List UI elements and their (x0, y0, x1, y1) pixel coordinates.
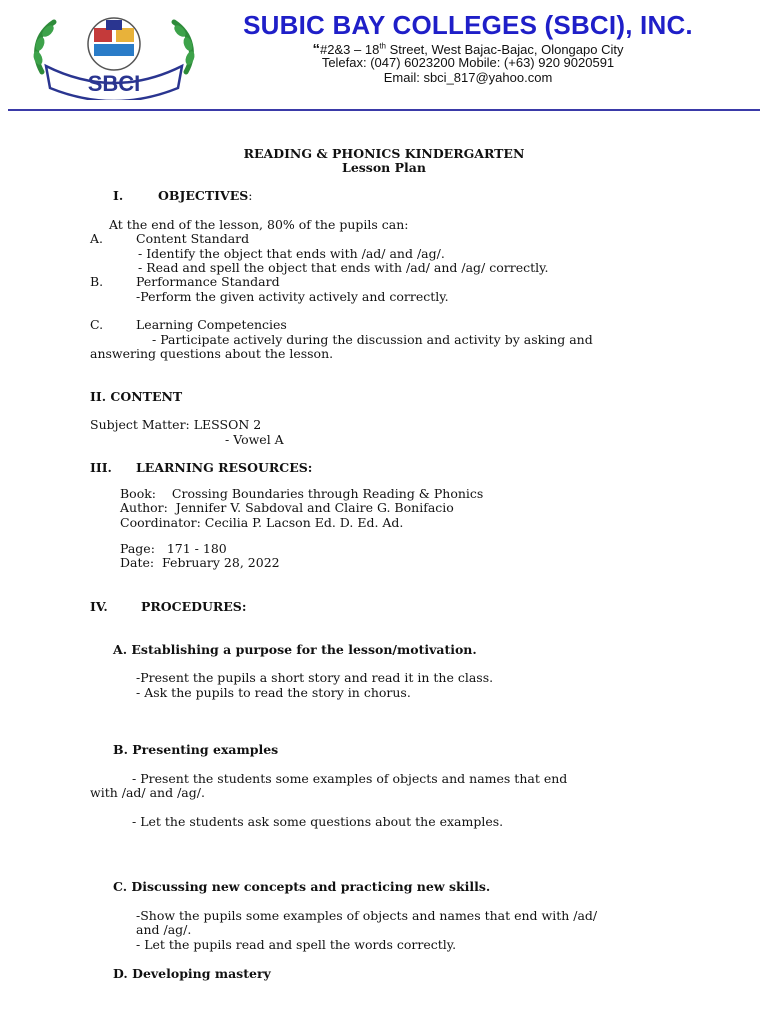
address-street: Street, West Bajac-Bajac, Olongapo City (385, 42, 624, 57)
resource-date: Date: February 28, 2022 (120, 555, 280, 570)
college-email: Email: sbci_817@yahoo.com (383, 70, 553, 85)
objectives-number: I. (113, 188, 124, 203)
objective-a-item-1: - Identify the object that ends with /ad/ and /ag/. (138, 246, 445, 261)
procedure-a-heading: A. Establishing a purpose for the lesson/motivation. (113, 642, 477, 657)
objective-c-item-1: - Participate actively during the discussion and activity by asking and (152, 332, 593, 347)
procedure-b-heading: B. Presenting examples (113, 742, 279, 757)
procedure-a-item-2: - Ask the pupils to read the story in chorus. (136, 685, 411, 700)
objective-c-item-2: answering questions about the lesson. (90, 346, 334, 361)
procedures-number: IV. (90, 599, 108, 614)
procedure-b-item-2: with /ad/ and /ag/. (90, 785, 205, 800)
procedure-c-item-3: - Let the pupils read and spell the words correctly. (136, 937, 457, 952)
resources-heading: LEARNING RESOURCES: (136, 460, 313, 475)
objective-c-letter: C. (90, 317, 104, 332)
procedure-d-heading: D. Developing mastery (113, 966, 271, 981)
objective-b-title: Performance Standard (136, 274, 280, 289)
subject-vowel: - Vowel A (225, 432, 284, 447)
procedure-c-heading: C. Discussing new concepts and practicing new skills. (113, 879, 491, 894)
objective-b-letter: B. (90, 274, 104, 289)
resource-book: Book: Crossing Boundaries through Reading & Phonics (120, 486, 484, 501)
college-telefax: Telefax: (047) 6023200 Mobile: (+63) 920 9020591 (321, 55, 615, 70)
header-divider (8, 109, 760, 111)
college-logo (28, 14, 200, 100)
objective-c-title: Learning Competencies (136, 317, 287, 332)
objectives-heading: OBJECTIVES: (158, 188, 253, 203)
subject-matter: Subject Matter: LESSON 2 (90, 417, 262, 432)
procedure-b-item-1: - Present the students some examples of objects and names that end (132, 771, 568, 786)
objective-b-item-1: -Perform the given activity actively and correctly. (136, 289, 449, 304)
address-suffix: th (379, 41, 386, 51)
objectives-intro: At the end of the lesson, 80% of the pupils can: (109, 217, 409, 232)
document-title: READING & PHONICS KINDERGARTEN (243, 146, 525, 161)
address-number: #2&3 – 18 (320, 42, 380, 57)
college-name: SUBIC BAY COLLEGES (SBCI), INC. (243, 10, 693, 40)
document-subtitle: Lesson Plan (342, 160, 426, 175)
objective-a-item-2: - Read and spell the object that ends with /ad/ and /ag/ correctly. (138, 260, 549, 275)
resource-coordinator: Coordinator: Cecilia P. Lacson Ed. D. Ed. Ad. (120, 515, 404, 530)
procedure-a-item-1: -Present the pupils a short story and read it in the class. (136, 670, 494, 685)
resource-author: Author: Jennifer V. Sabdoval and Claire G. Bonifacio (120, 500, 454, 515)
procedures-heading: PROCEDURES: (141, 599, 247, 614)
resources-number: III. (90, 460, 112, 475)
resource-page: Page: 171 - 180 (120, 541, 227, 556)
procedure-c-item-2: and /ag/. (136, 922, 192, 937)
address-quote: “ (312, 41, 321, 58)
procedure-b-item-3: - Let the students ask some questions about the examples. (132, 814, 504, 829)
content-heading: II. CONTENT (90, 389, 183, 404)
objective-a-title: Content Standard (136, 231, 250, 246)
logo-text: SBCI (87, 71, 141, 96)
objective-a-letter: A. (90, 231, 104, 246)
procedure-c-item-1: -Show the pupils some examples of objects and names that end with /ad/ (136, 908, 598, 923)
